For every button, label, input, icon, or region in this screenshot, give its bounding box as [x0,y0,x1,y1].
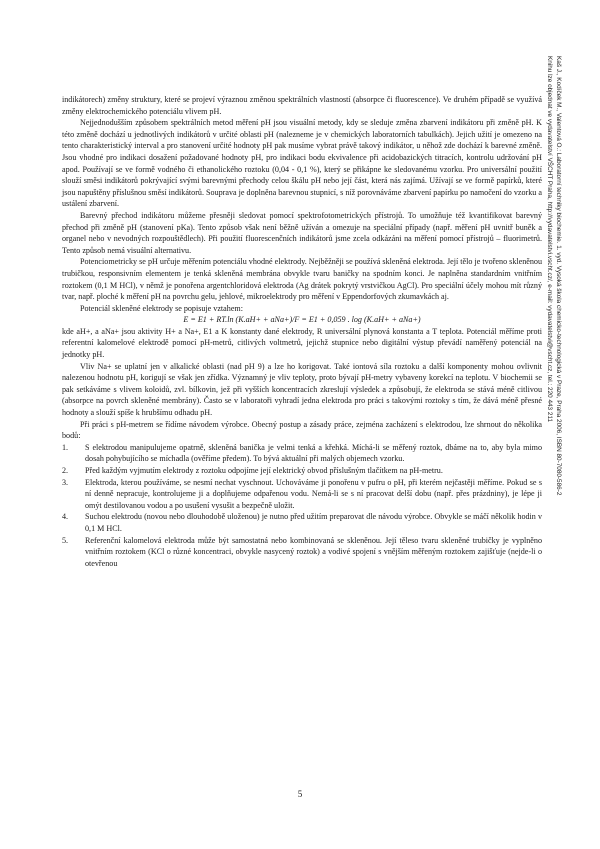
list-item: 1. S elektrodou manipulujeme opatrně, skleněná banička je velmi tenká a křehká. Míchá-li se měřený roztok, dbáme na to, aby byla mimo dosah pohybujícího se míchadla (ověříme předem). To bývá aktuální při malých objemech vzorku. [62,442,542,464]
paragraph-potentiometric: Potenciometricky se pH určuje měřením potenciálu vhodné elektrody. Nejběžněji se používá skleněná elektroda. Její tělo je tvořeno skleněnou trubičkou, responsivním elementem je tenká skleněná membrána obvykle tvaru baničky na spodním konci. Je naplněna standardním vnitřním roztokem (0,1 M HCl), v němž je ponořena argentchloridová elektroda (Ag drátek pokrytý vrstvičkou AgCl). Pro speciální účely mohou mít různý tvar, např. ploché k měření pH na povrchu gelu, jehlové, mikroelektrody pro měření v Eppendorfových zkumavkách aj. [62,257,542,302]
paragraph-procedure: Při práci s pH-metrem se řídíme návodem výrobce. Obecný postup a zásady práce, zejména zacházení s elektrodou, lze shrnout do několika bodů: [62,419,542,441]
body-text [62,94,542,569]
list-item: 4. Suchou elektrodu (novou nebo dlouhodobě uloženou) je nutno před užitím preparovat dle návodu výrobce. Obvykle se máčí několik hodin v 0,1 M HCl. [62,512,542,533]
page-number: 5 [297,789,303,799]
paragraph-visual-methods: Nejjednodušším způsobem spektrálních metod měření pH jsou visuální metody, kdy se sleduje změna zbarvení indikátoru při změně pH. K této změně dochází u jednotlivých indikátorů v určité oblasti pH (nalezneme je v chemických laboratorních tabulkách). Jejich užití je omezeno na tento charakteristický interval a pro stanovení určité hodnoty pH pak musíme vybrat právě takový indikátor, u něhož zde dochází k barevné změně. Jsou vhodné pro indikaci dosažení požadované hodnoty pH, pro indikaci bodu ekvivalence při acidobazických titracích, kontrolu udržování pH apod. Používají se ve formě vodného či ethanolického roztoku (0,04 - 0,1 %), který se přikápne ke sledovanému vzorku. Pro universální použití slouží směsi indikátorů pokrývající svými barevnými přechody celou škálu pH nebo její část, která nás zajímá. Užívají se ve formě papírků, které jsou napuštěny příslušnou směsí indikátorů. Souprava je doplněna barevnou stupnicí, s níž porovnáváme zbarvení papírku po namočení do vzorku a ustálení zbarvení. [62,118,542,209]
list-item: 3. Elektroda, kterou používáme, se nesmí nechat vyschnout. Uchováváme ji ponořenu v pufru o pH, při kterém nejčastěji měříme. Pokud se s ní denně nepracuje, kontrolujeme ji a doplňujeme odpařenou vodu. Nemá-li se s ní pracovat delší dobu (např. přes prázdniny), je lépe ji omýt destilovanou vodou a po usušení vysušit a bezpečně uložit. [62,477,542,510]
list-item: 2. Před každým vyjmutím elektrody z roztoku odpojíme její elektrický obvod příslušným tlačítkem na pH-metru. [62,466,443,475]
paragraph-equation-intro: Potenciál skleněné elektrody se popisuje vztahem: [80,303,243,313]
paragraph-influences: Vliv Na+ se uplatní jen v alkalické oblasti (nad pH 9) a lze ho korigovat. Také iontová síla roztoku a další komponenty mohou ovlivnit nalezenou hodnotu pH, korigují se však jen zřídka. Významný je vliv teploty, proto bývají pH-metry vybaveny korekcí na teplotu. V biochemii se pak setkáváme s vlivem koloidů, zvl. bílkovin, jež při vyšších koncentracích zkreslují výsledek a způsobují, že elektroda se stává méně citlivou (absorpce na povrch skleněné membrány). Často se v laboratoři vyhradí jedna elektroda pro práci s takovými roztoky s tím, že dává méně přesné hodnoty a slouží spíše k hrubšímu odhadu pH. [62,361,542,418]
list-item: 5. Referenční kalomelová elektroda může být samostatná nebo kombinovaná se skleněnou. Její těleso tvaru skleněné trubičky je vyplněno vnitřním roztokem (KCl o různé koncentraci, obvykle nasycený roztok) a vodivé spojení s vnějším měřeným roztokem zajišťuje (nejde-li o otevřenou [62,535,542,568]
equation: E = E1 + RT.ln (K.aH+ + aNa+)/F = E1 + 0,059 . log (K.aH+ + aNa+) [183,315,421,325]
citation-line: Kaš J., Kodíček M., Valentová O.: Laboratorní techniky biochemie. 1. vyd. Vysoká škola chemicko-technologická v Praze, Praha 2006, ISBN 80-7080-586-2 [555,56,562,496]
paragraph-equation-legend: kde aH+, a aNa+ jsou aktivity H+ a Na+, E1 a K konstanty dané elektrody, R universální plynová konstanta a T teplota. Potenciál měříme proti referentní kalomelové elektrodě pomocí pH-metrů, citlivých voltmetrů, jejichž stupnice nebo digitální výstup převádí naměřený potenciál na jednotky pH. [62,326,542,360]
order-info-line: Knihu lze objednat ve vydavatelství VŠCHT Praha, http://vydavatelstvi.vscht.cz/, e-mail: vydavatelstvi@vscht.cz, tel.: 220 443 211 [546,56,554,423]
procedure-list [62,442,542,570]
paragraph-spectrophotometric: Barevný přechod indikátoru můžeme přesněji sledovat pomocí spektrofotometrických přístrojů. To umožňuje též kvantifikovat barevný přechod při změně pH (stanovení pKa). Tento způsob však není běžně užíván a omezuje na speciální případy (např. měření pH uvnitř buněk a organel nebo v nevodných rozpouštědlech). Při použití fluorescenčních indikátorů jsme zcela odkázáni na měření pomocí přístrojů – fluorimetrů. Tento způsob nemá visuální alternativu. [62,210,542,255]
paragraph-intro: indikátorech) změny struktury, které se projeví výraznou změnou spektrálních vlastností (absorpce či fluorescence). Ve druhém případě se využívá změny elektrochemického potenciálu vlivem pH. [62,95,542,116]
